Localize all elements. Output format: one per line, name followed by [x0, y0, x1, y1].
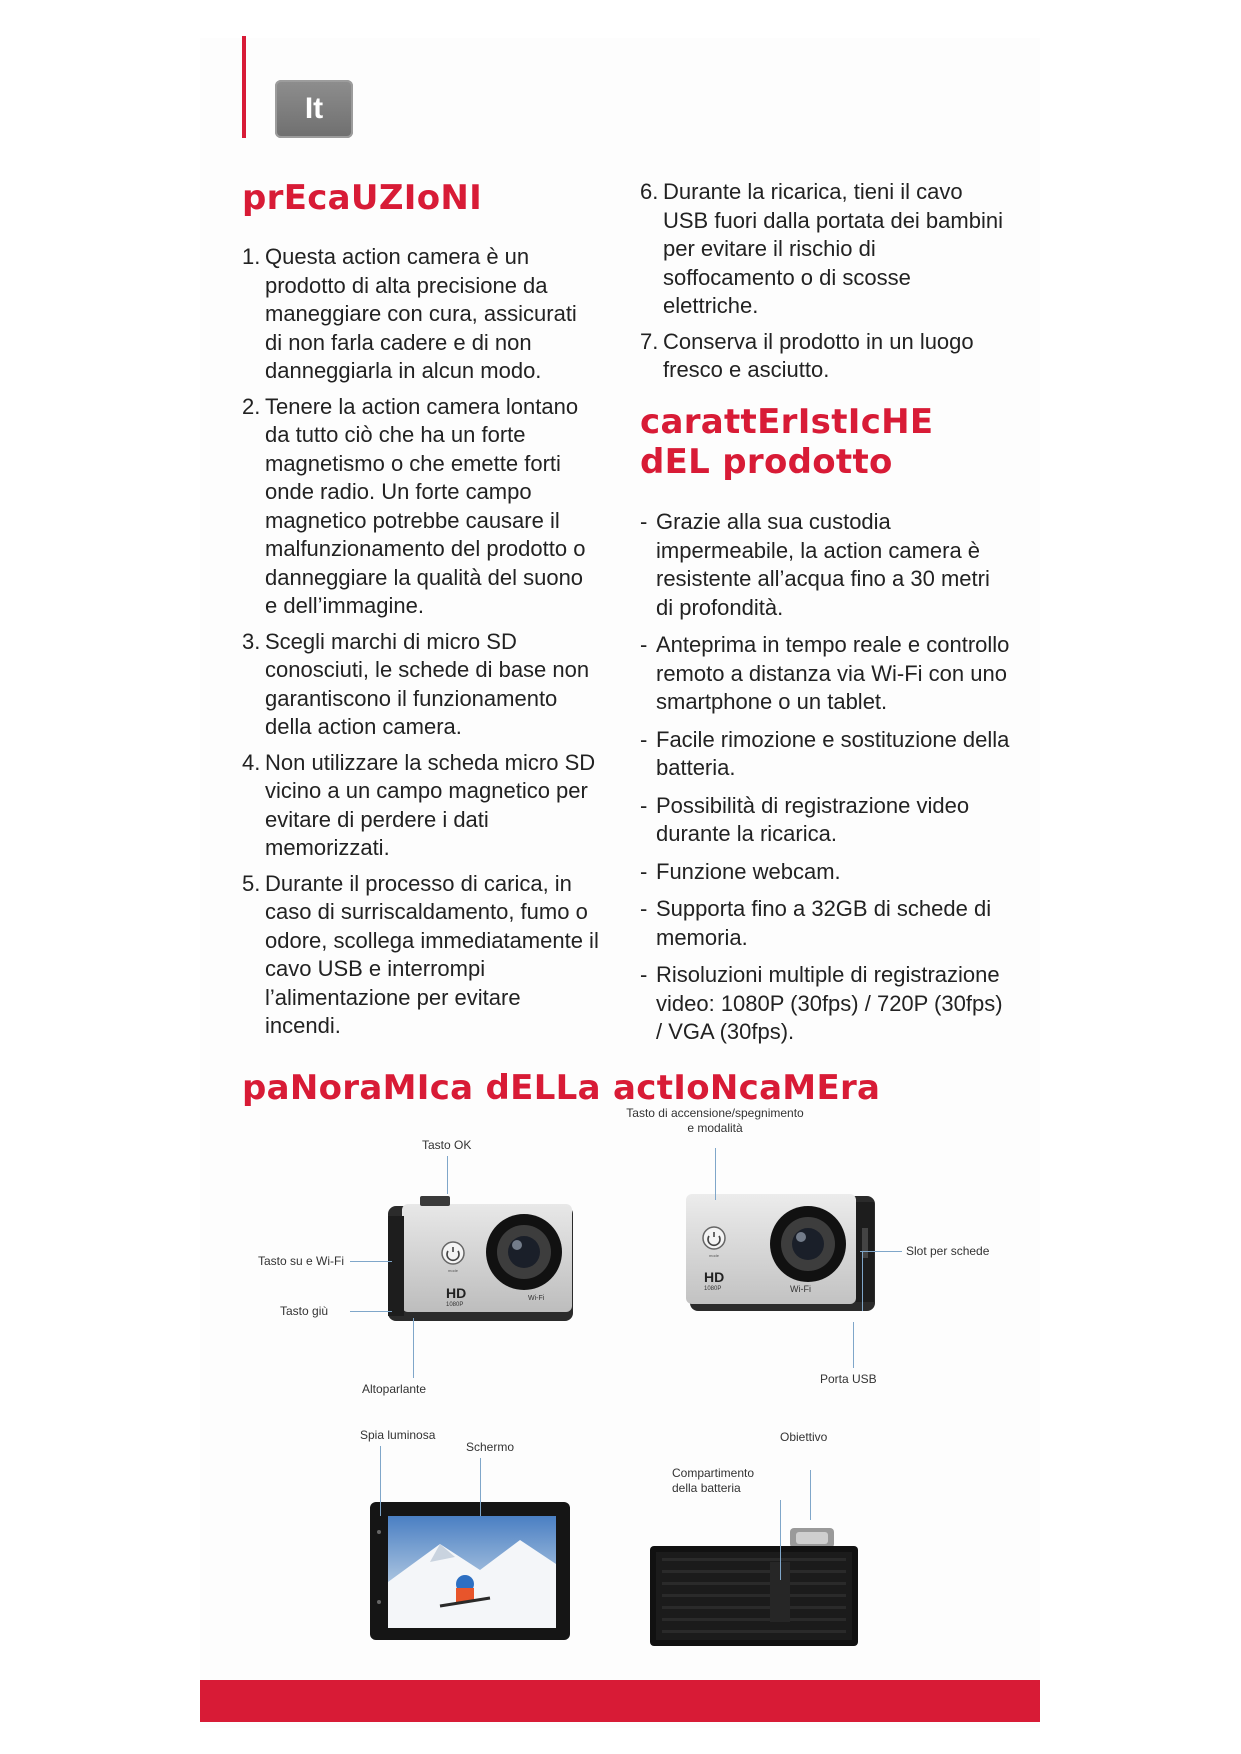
- features-title: carattErIstIcHE dEL prodotto: [640, 402, 934, 482]
- feature-item: - Facile rimozione e sostituzione della batteria.: [640, 726, 1010, 780]
- label-accensione: Tasto di accensione/spegnimento e modalità: [626, 1106, 804, 1135]
- leader-spia-luminosa: [380, 1446, 381, 1516]
- camera-front-left-illustration: [380, 1196, 580, 1326]
- precaution-item-6: 6. Durante la ricarica, tieni il cavo USB fuori dalla portata dei bambini per evitare il rischio di soffocamento o di scosse elettriche.: [640, 179, 1003, 318]
- svg-text:1080P: 1080P: [704, 1286, 722, 1292]
- label-schermo: Schermo: [466, 1440, 515, 1454]
- svg-text:mode: mode: [447, 1268, 459, 1273]
- precaution-item-7: 7. Conserva il prodotto in un luogo fresco e asciutto.: [640, 328, 974, 382]
- feature-item: - Funzione webcam.: [640, 858, 841, 884]
- label-altoparlante: Altoparlante: [362, 1382, 427, 1396]
- camera-battery-side-illustration: [650, 1528, 860, 1648]
- feature-item: - Possibilità di registrazione video durante la ricarica.: [640, 792, 970, 846]
- leader-accensione: [715, 1148, 716, 1200]
- label-compartimento-batteria: Compartimento della batteria: [672, 1466, 755, 1495]
- label-tasto-giu: Tasto giù: [280, 1304, 329, 1318]
- feature-item: - Grazie alla sua custodia impermeabile, la action camera è resistente all’acqua fino a 30 metri di profondità.: [640, 509, 990, 620]
- leader-porta-usb: [853, 1322, 854, 1368]
- leader-tasto-giu: [350, 1311, 392, 1312]
- leader-tasto-su-wifi: [350, 1261, 392, 1262]
- language-accent-bar: [242, 36, 246, 138]
- svg-text:HD: HD: [704, 1269, 725, 1285]
- label-slot-schede: Slot per schede: [906, 1244, 990, 1258]
- svg-text:Wi-Fi: Wi-Fi: [528, 1295, 545, 1302]
- label-porta-usb: Porta USB: [820, 1372, 877, 1386]
- language-badge: It: [275, 80, 353, 138]
- features-list: [640, 508, 1010, 1056]
- leader-slot-schede-vertical: [862, 1251, 863, 1311]
- label-spia-luminosa: Spia luminosa: [360, 1428, 436, 1442]
- leader-slot-schede: [860, 1251, 902, 1252]
- leader-compartimento-batteria: [780, 1500, 781, 1580]
- label-tasto-su-wifi: Tasto su e Wi-Fi: [258, 1254, 345, 1268]
- svg-text:HD: HD: [446, 1285, 467, 1301]
- leader-schermo: [480, 1458, 481, 1516]
- feature-item: - Risoluzioni multiple di registrazione video: 1080P (30fps) / 720P (30fps) / VGA (30fps).: [640, 962, 1003, 1044]
- precaution-item-3: 3. Scegli marchi di micro SD conosciuti, le schede di base non garantiscono il funzionamento della action camera.: [242, 628, 590, 739]
- overview-title: paNoraMIca dELLa actIoNcaMEra: [242, 1068, 881, 1108]
- precautions-list-left: [242, 243, 600, 1048]
- precaution-item-2: 2. Tenere la action camera lontano da tutto ciò che ha un forte magnetismo o che emette forti onde radio. Un forte campo magnetico potrebbe causare il malfunzionamento del prodotto o danneggiare la qualità del suono e dell’immagine.: [242, 393, 586, 618]
- precaution-item-4: 4. Non utilizzare la scheda micro SD vicino a un campo magnetico per evitare di perdere i dati memorizzati.: [242, 749, 596, 860]
- precaution-item-1: 1. Questa action camera è un prodotto di alta precisione da maneggiare con cura, assicurati di non farla cadere e di non danneggiarla in alcun modo.: [242, 244, 577, 383]
- precaution-item-5: 5. Durante il processo di carica, in caso di surriscaldamento, fumo o odore, scollega immediatamente il cavo USB e interrompi l’alimentazione per evitare incendi.: [242, 870, 599, 1038]
- precautions-list-right: [640, 178, 1010, 392]
- leader-obiettivo: [810, 1470, 811, 1520]
- precautions-title: prEcaUZIoNI: [242, 178, 483, 218]
- camera-diagram: [240, 1106, 1040, 1670]
- leader-tasto-ok: [447, 1156, 448, 1194]
- feature-item: - Anteprima in tempo reale e controllo remoto a distanza via Wi-Fi con uno smartphone o un tablet.: [640, 632, 1010, 714]
- camera-back-screen-illustration: [370, 1502, 570, 1642]
- label-tasto-ok: Tasto OK: [422, 1138, 472, 1152]
- label-obiettivo: Obiettivo: [780, 1430, 828, 1444]
- svg-text:mode: mode: [708, 1253, 720, 1258]
- svg-text:Wi-Fi: Wi-Fi: [790, 1284, 811, 1294]
- svg-text:1080P: 1080P: [446, 1302, 464, 1308]
- feature-item: - Supporta fino a 32GB di schede di memoria.: [640, 896, 992, 950]
- footer-accent-bar: [200, 1680, 1040, 1722]
- leader-altoparlante: [413, 1318, 414, 1378]
- camera-front-right-illustration: [680, 1188, 880, 1318]
